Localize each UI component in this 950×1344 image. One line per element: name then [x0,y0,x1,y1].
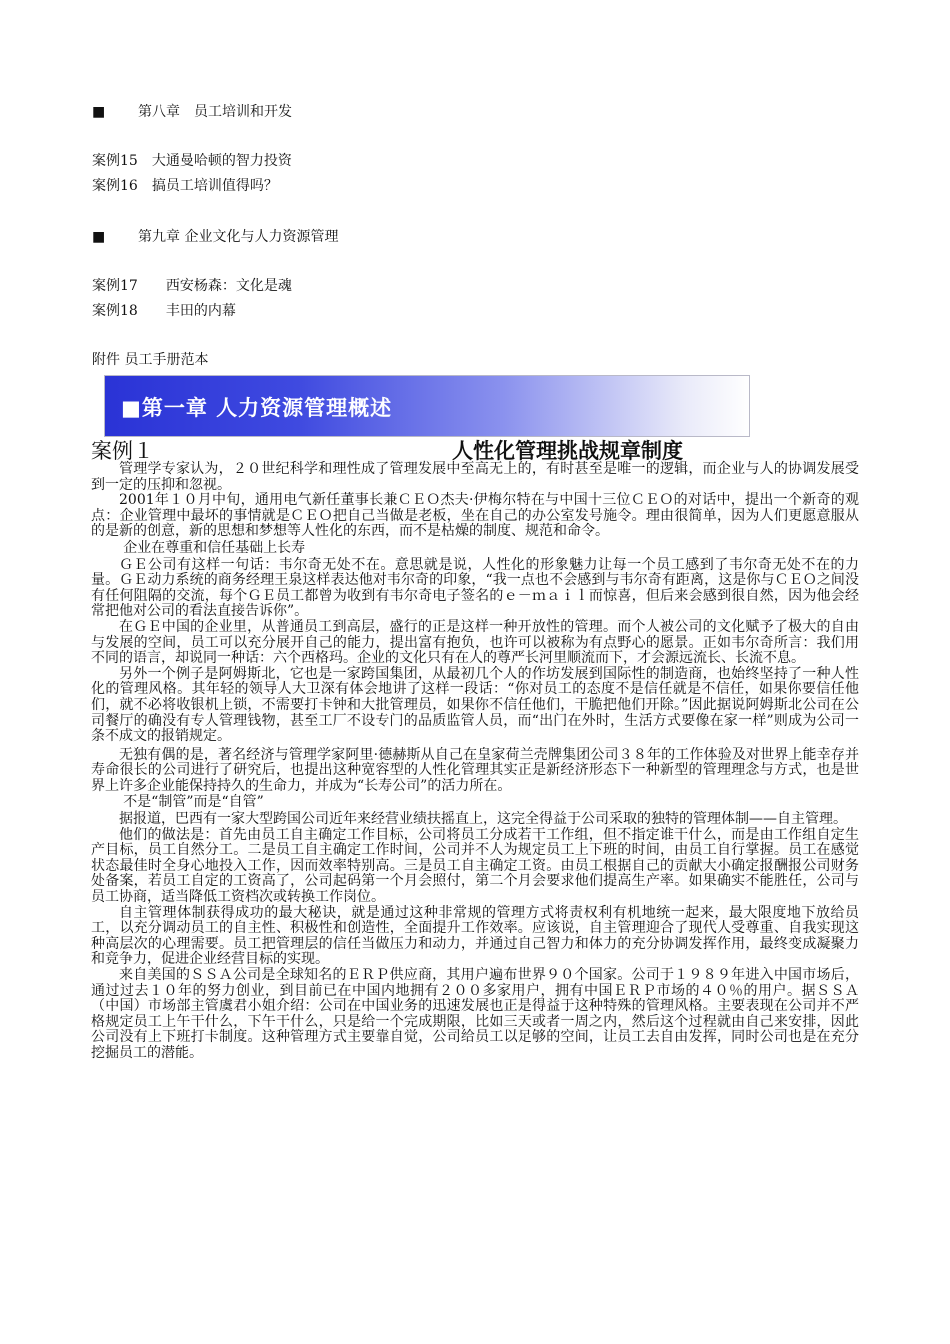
paragraph: 另外一个例子是阿姆斯北，它也是一家跨国集团，从最初几个人的作坊发展到国际性的制造商，也始终坚持了一种人性化的管理风格。其年轻的领导人大卫深有体会地讲了这样一段话：“你对员工的态度不是信任就是不信任，如果你要信任他们，就不必将收银机上锁，不需要打卡钟和大批管理员，如果你不信任他们，干脆把他们开除。”因此据说阿姆斯北公司在公司餐厅的确没有专人管理钱物，甚至工厂不设专门的品质监管人员，而“出门在外时，生活方式要像在家一样”则成为公司一条不成文的报销规定。 [91,665,859,745]
case-body [91,462,859,1062]
chapter-banner-title: ■第一章 人力资源管理概述 [121,395,393,420]
paragraph: 管理学专家认为，２０世纪科学和理性成了管理发展中至高无上的，有时甚至是唯一的逻辑，而企业与人的协调发展受到一定的压抑和忽视。 [91,461,859,493]
toc-chapter-9-text: 第九章 企业文化与人力资源管理 [138,229,339,245]
toc-case-title: 西安杨森：文化是魂 [165,278,292,294]
paragraph: ＧＥ公司有这样一句话：韦尔奇无处不在。意思就是说，人性化的形象魅力让每一个员工感到了韦尔奇无处不在的力量。ＧＥ动力系统的商务经理王泉这样表达他对韦尔奇的印象，“我一点也不会感到与韦尔奇有距离，这是你与ＣＥＯ之间没有任何阻隔的交流，每个ＧＥ员工都曾为收到有韦尔奇电子签名的ｅ－ｍａｉｌ而惊喜，但后来会感到很自然，因为他会经常把他对公司的看法直接告诉你”。 [91,556,859,620]
paragraph: 无独有偶的是，著名经济与管理学家阿里·德赫斯从自己在皇家荷兰壳牌集团公司３８年的工作体验及对世界上能幸存并寿命很长的公司进行了研究后，也提出这种宽容型的人性化管理其实正是新经济形态下一种新型的管理理念与方式，也是世界上许多企业能保持持久的生命力，并成为“长寿公司”的活力所在。 [91,746,859,794]
toc-chapter-8-text: 第八章 员工培训和开发 [138,104,292,120]
toc-chapter-8 [92,102,292,122]
toc-case-title: 搞员工培训值得吗？ [151,178,278,194]
paragraph: 他们的做法是：首先由员工自主确定工作目标，公司将员工分成若干工作组，但不指定谁干什么，而是由工作组自定生产目标，员工自然分工。二是员工自主确定工作时间，公司并不人为规定员工上下班的时间，由员工自行掌握。员工在感觉状态最佳时全身心地投入工作，因而效率特别高。三是员工自主确定工资。由员工根据自己的贡献大小确定报酬报公司财务处备案，若员工自定的工资高了，公司起码第一个月会照付，第二个月会要求他们提高生产率。如果确实不能胜任，公司与员工协商，适当降低工资档次或转换工作岗位。 [91,826,859,906]
paragraph: 据报道，巴西有一家大型跨国公司近年来经营业绩扶摇直上，这完全得益于公司采取的独特的管理体制——自主管理。 [119,811,847,828]
toc-appendix: 附件 员工手册范本 [92,352,209,368]
toc-chapter-9 [92,227,338,247]
toc-case-label: 案例17 [92,278,138,294]
toc-case-15 [92,151,292,171]
section-subheading: 不是“制管”而是“自管” [123,794,264,811]
toc-case-title: 大通曼哈顿的智力投资 [151,153,292,169]
paragraph: 在ＧＥ中国的企业里，从普通员工到高层，盛行的正是这样一种开放性的管理。而个人被公司的文化赋予了极大的自由与发展的空间，员工可以充分展开自己的能力，提出富有抱负，也许可以被称为有点野心的愿景。正如韦尔奇所言：我们用不同的语言，却说同一种话：六个西格玛。企业的文化只有在人的尊严长河里顺流而下，才会源远流长、长流不息。 [91,618,859,667]
case-label: 案例１ [91,439,154,463]
toc-case-16 [92,176,278,196]
case-title: 人性化管理挑战规章制度 [452,438,683,463]
paragraph: 自主管理体制获得成功的最大秘诀，就是通过这种非常规的管理方式将责权利有机地统一起来，最大限度地下放给员工，以充分调动员工的自主性、积极性和创造性，全面提升工作效率。应该说，自主管理迎合了现代人受尊重、自我实现这种高层次的心理需要。员工把管理层的信任当做压力和动力，并通过自己智力和体力的充分协调发挥作用，最终变成凝聚力和竞争力，促进企业经营目标的实现。 [91,904,859,968]
toc-case-title: 丰田的内幕 [165,303,236,319]
toc-case-label: 案例15 [92,153,138,169]
square-bullet-icon: ■ [92,229,106,245]
chapter-banner [104,375,750,437]
section-subheading: 企业在尊重和信任基础上长寿 [123,539,306,556]
toc-case-18 [92,301,236,321]
paragraph: 2001年１０月中旬，通用电气新任董事长兼ＣＥＯ杰夫·伊梅尔特在与中国十三位ＣＥＯ的对话中，提出一个新奇的观点：企业管理中最坏的事情就是ＣＥＯ把自己当做是老板，坐在自己的办公室发号施令。理由很简单，因为人们更愿意服从的是新的创意，新的思想和梦想等人性化的东西，而不是枯燥的制度、规范和命令。 [91,492,859,540]
toc-case-label: 案例18 [92,303,138,319]
toc-case-17 [92,276,292,296]
paragraph: 来自美国的ＳＳＡ公司是全球知名的ＥＲＰ供应商，其用户遍布世界９０个国家。公司于１９８９年进入中国市场后，通过过去１０年的努力创业，到目前已在中国内地拥有２００多家用户，拥有中国ＥＲＰ市场的４０％的用户。据ＳＳＡ（中国）市场部主管虞君小姐介绍：公司在中国业务的迅速发展也正是得益于这种特殊的管理风格。主要表现在公司并不严格规定员工上午干什么，下午干什么，只是给一个完成期限，比如三天或者一周之内，然后这个过程就由自己来安排，因此公司没有上下班打卡制度。这种管理方式主要靠自觉，公司给员工以足够的空间，让员工去自由发挥，同时公司也是在充分挖掘员工的潜能。 [91,967,859,1061]
square-bullet-icon: ■ [92,104,106,120]
toc-case-label: 案例16 [92,178,138,194]
